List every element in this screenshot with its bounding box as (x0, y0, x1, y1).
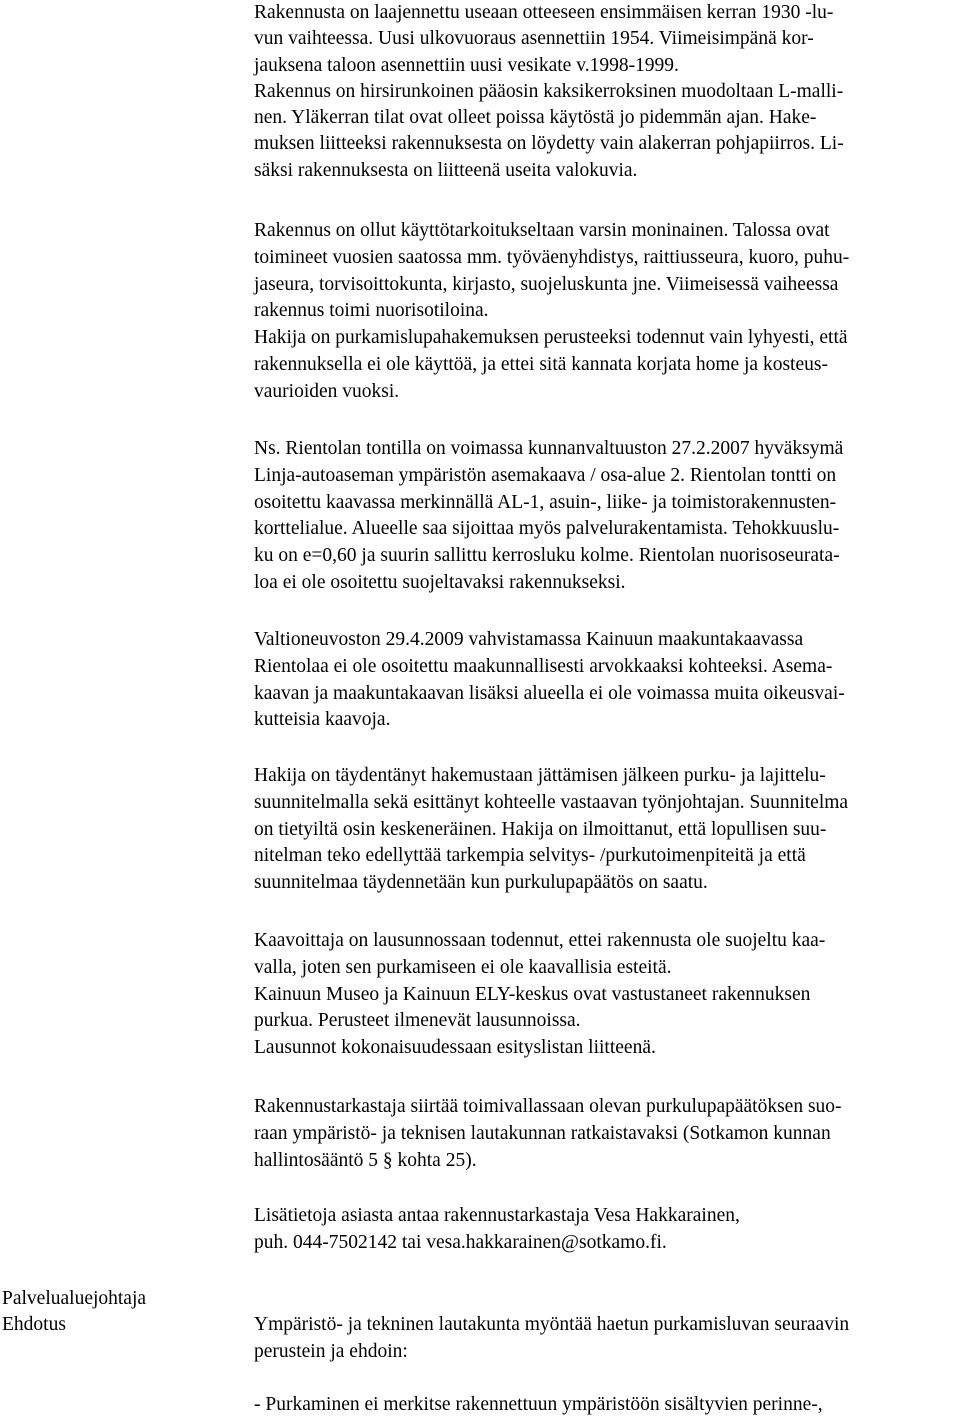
paragraph-zoning-plan (254, 436, 954, 597)
text-line: suunnitelmalla sekä esittänyt kohteelle vastaavan työnjohtajan. Suunnitelma (254, 791, 849, 813)
paragraph-decision (254, 1312, 954, 1366)
text-line: vaurioiden vuoksi. (254, 380, 400, 402)
text-line: suunnitelmaa täydennetään kun purkulupapäätös on saatu. (254, 872, 708, 894)
text-line: on tietyiltä osin keskeneräinen. Hakija on ilmoittanut, että lopullisen suu- (254, 818, 827, 840)
text-line: Rakennus on ollut käyttötarkoitukseltaan varsin moninainen. Talossa ovat (254, 220, 830, 241)
text-line: Valtioneuvoston 29.4.2009 vahvistamassa Kainuun maakuntakaavassa (254, 629, 804, 650)
text-line: Lisätietoja asiasta antaa rakennustarkastaja Vesa Hakkarainen, (254, 1205, 740, 1226)
text-line: säksi rakennuksesta on liitteenä useita valokuvia. (254, 159, 638, 181)
text-line: Kainuun Museo ja Kainuun ELY-keskus ovat vastustaneet rakennuksen (254, 983, 811, 1005)
paragraph-building-history (254, 0, 954, 184)
text-line: rakennuksella ei ole käyttöä, ja ettei sitä kannata korjata home ja kosteus- (254, 353, 828, 375)
paragraph-regional-plan (254, 627, 954, 734)
text-line: Rakennusta on laajennettu useaan otteeseen ensimmäisen kerran 1930 -lu- (254, 2, 834, 23)
text-line: Ns. Rientolan tontilla on voimassa kunnanvaltuuston 27.2.2007 hyväksymä (254, 438, 844, 459)
text-line: nitelman teko edellyttää tarkempia selvitys- /purkutoimenpiteitä ja että (254, 845, 806, 867)
paragraph-building-usage (254, 218, 954, 406)
text-line: rakennus toimi nuorisotiloina. (254, 300, 489, 322)
paragraph-contact-info (254, 1203, 954, 1257)
paragraph-demolition-plan (254, 763, 954, 897)
text-line: muksen liitteeksi rakennuksesta on löydetty vain alakerran pohjapiirros. Li- (254, 133, 844, 155)
text-line: Hakija on täydentänyt hakemustaan jättämisen jälkeen purku- ja lajittelu- (254, 765, 826, 786)
text-line: toimineet vuosien saatossa mm. työväenyhdistys, raittiusseura, kuoro, puhu- (254, 246, 850, 268)
text-line: perustein ja ehdoin: (254, 1340, 408, 1362)
text-line: valla, joten sen purkamiseen ei ole kaavallisia esteitä. (254, 956, 672, 978)
text-line: Lausunnot kokonaisuudessaan esityslistan liitteenä. (254, 1037, 656, 1059)
paragraph-conditions (254, 1392, 954, 1419)
text-line: raan ympäristö- ja teknisen lautakunnan ratkaistavaksi (Sotkamon kunnan (254, 1122, 831, 1144)
sidebar-labels (2, 1286, 232, 1338)
text-line: Kaavoittaja on lausunnossaan todennut, ettei rakennusta ole suojeltu kaa- (254, 930, 826, 951)
text-line: Rakennustarkastaja siirtää toimivallassaan olevan purkulupapäätöksen suo- (254, 1096, 842, 1117)
text-line: puh. 044-7502142 tai vesa.hakkarainen@sotkamo.fi. (254, 1231, 667, 1253)
sidebar-proposal-label: Ehdotus (2, 1314, 66, 1335)
text-line: kutteisia kaavoja. (254, 709, 391, 731)
text-line: korttelialue. Alueelle saa sijoittaa myös palvelurakentamista. Tehokkuuslu- (254, 518, 840, 540)
text-line: - Purkaminen ei merkitse rakennettuun ympäristöön sisältyvien perinne-, (254, 1394, 823, 1415)
text-line: ku on e=0,60 ja suurin sallittu kerrosluku kolme. Rientolan nuorisoseurata- (254, 545, 840, 567)
text-line: Linja-autoaseman ympäristön asemakaava / osa-alue 2. Rientolan tontti on (254, 464, 837, 486)
text-line: jauksena taloon asennettiin uusi vesikate v.1998-1999. (254, 54, 679, 76)
text-line: Rakennus on hirsirunkoinen pääosin kaksikerroksinen muodoltaan L-malli- (254, 80, 844, 102)
text-line: nen. Yläkerran tilat ovat olleet poissa käytöstä jo pidemmän ajan. Hake- (254, 107, 817, 129)
paragraph-statements (254, 928, 954, 1062)
text-line: Rientolaa ei ole osoitettu maakunnallisesti arvokkaaksi kohteeksi. Asema- (254, 655, 833, 677)
text-line: jaseura, torvisoittokunta, kirjasto, suojeluskunta jne. Viimeisessä vaiheessa (254, 273, 839, 295)
text-line: Ympäristö- ja tekninen lautakunta myöntää haetun purkamisluvan seuraavin (254, 1314, 850, 1335)
text-line: Hakija on purkamislupahakemuksen perusteeksi todennut vain lyhyesti, että (254, 327, 848, 349)
text-line: loa ei ole osoitettu suojeltavaksi rakennukseksi. (254, 571, 626, 593)
text-line: osoitettu kaavassa merkinnällä AL-1, asuin-, liike- ja toimistorakennusten- (254, 491, 837, 513)
text-line: kaavan ja maakuntakaavan lisäksi alueella ei ole voimassa muita oikeusvai- (254, 682, 845, 704)
paragraph-referral (254, 1094, 954, 1174)
text-line: vun vaihteessa. Uusi ulkovuoraus asennettiin 1954. Viimeisimpänä kor- (254, 28, 814, 50)
sidebar-role-label: Palvelualuejohtaja (2, 1288, 147, 1309)
text-line: hallintosääntö 5 § kohta 25). (254, 1149, 477, 1171)
text-line: purkua. Perusteet ilmenevät lausunnoissa. (254, 1010, 581, 1032)
